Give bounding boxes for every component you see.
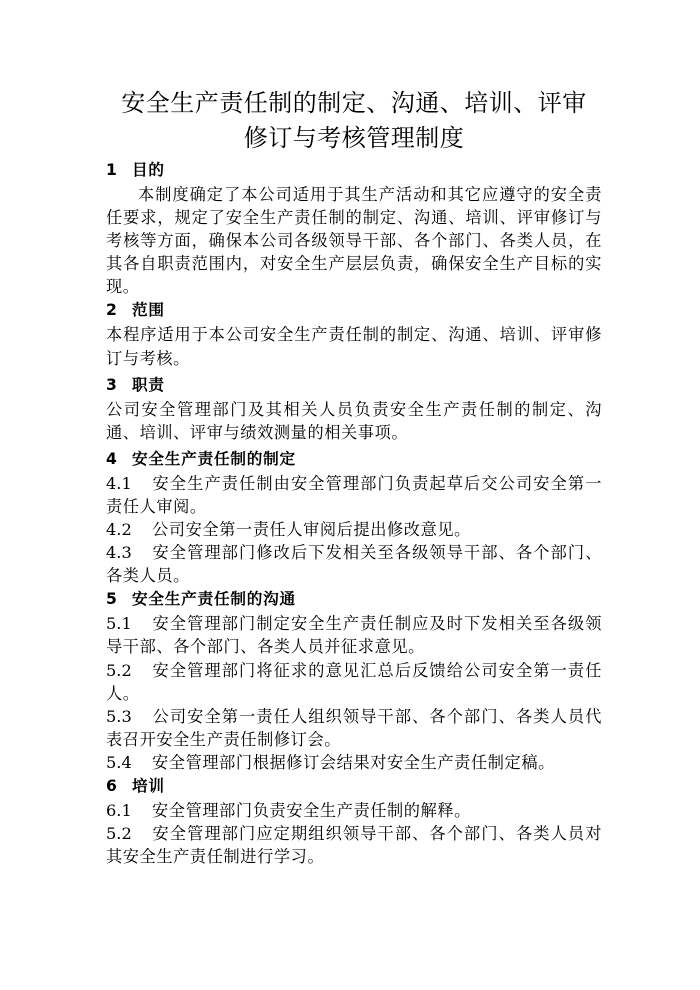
clause-text: 公司安全第一责任人组织领导干部、各个部门、各类人员代表召开安全生产责任制修订会。 — [106, 706, 602, 749]
clause-item — [106, 705, 602, 751]
clause-text: 公司安全第一责任人审阅后提出修改意见。 — [152, 520, 471, 540]
document-body — [106, 158, 602, 868]
title-line-2: 修订与考核管理制度 — [243, 124, 465, 152]
clause-item — [106, 518, 602, 541]
clause-item — [106, 799, 602, 822]
section-title: 目的 — [132, 161, 165, 179]
section-number: 1 — [106, 161, 118, 179]
clause-item — [106, 472, 602, 518]
section-heading — [106, 373, 602, 398]
clause-item — [106, 659, 602, 705]
section-heading — [106, 158, 602, 183]
section-title: 安全生产责任制的制定 — [132, 449, 296, 468]
clause-text: 安全管理部门负责安全生产责任制的解释。 — [152, 800, 471, 820]
section-heading — [106, 774, 602, 799]
clause-number: 4.3 — [106, 543, 132, 563]
section-title: 安全生产责任制的沟通 — [132, 590, 296, 609]
section-heading — [106, 298, 602, 323]
document-title — [106, 86, 602, 156]
clause-item — [106, 612, 602, 658]
clause-text: 安全管理部门根据修订会结果对安全生产责任制定稿。 — [152, 752, 555, 772]
clause-item — [106, 751, 602, 774]
clause-item — [106, 541, 602, 587]
section-title: 职责 — [132, 375, 165, 394]
section-title: 范围 — [132, 301, 165, 320]
section-paragraph: 本制度确定了本公司适用于其生产活动和其它应遵守的安全责任要求，规定了安全生产责任制的制定、沟通、培训、评审修订与考核等方面，确保本公司各级领导干部、各个部门、各类人员，在其各自职责范围内，对安全生产层层负责，确保安全生产目标的实现。 — [106, 185, 602, 297]
clause-number: 6.1 — [106, 800, 132, 820]
section-number: 4 — [106, 449, 118, 468]
clause-item — [106, 822, 602, 868]
clause-text: 安全管理部门将征求的意见汇总后反馈给公司安全第一责任人。 — [106, 660, 602, 703]
section-heading — [106, 587, 602, 612]
section-title: 培训 — [132, 776, 165, 795]
clause-number: 5.3 — [106, 706, 132, 726]
section-number: 5 — [106, 590, 118, 609]
section-number: 2 — [106, 301, 118, 320]
section-number: 6 — [106, 776, 118, 795]
section-number: 3 — [106, 375, 118, 394]
section-paragraph: 公司安全管理部门及其相关人员负责安全生产责任制的制定、沟通、培训、评审与绩效测量的相关事项。 — [106, 399, 602, 442]
clause-number: 5.2 — [106, 660, 132, 680]
clause-number: 4.2 — [106, 520, 132, 540]
clause-text: 安全生产责任制由安全管理部门负责起草后交公司安全第一责任人审阅。 — [106, 473, 602, 516]
clause-number: 5.1 — [106, 614, 132, 634]
clause-number: 5.4 — [106, 752, 132, 772]
section-paragraph: 本程序适用于本公司安全生产责任制的制定、沟通、培训、评审修订与考核。 — [106, 325, 602, 368]
clause-text: 安全管理部门修改后下发相关至各级领导干部、各个部门、各类人员。 — [106, 543, 602, 586]
clause-number: 5.2 — [106, 824, 132, 844]
clause-text: 安全管理部门应定期组织领导干部、各个部门、各类人员对其安全生产责任制进行学习。 — [106, 824, 602, 867]
clause-number: 4.1 — [106, 473, 132, 493]
clause-text: 安全管理部门制定安全生产责任制应及时下发相关至各级领导干部、各个部门、各类人员并征求意见。 — [106, 614, 602, 657]
section-heading — [106, 447, 602, 472]
title-line-1: 安全生产责任制的制定、沟通、培训、评审 — [121, 89, 587, 117]
